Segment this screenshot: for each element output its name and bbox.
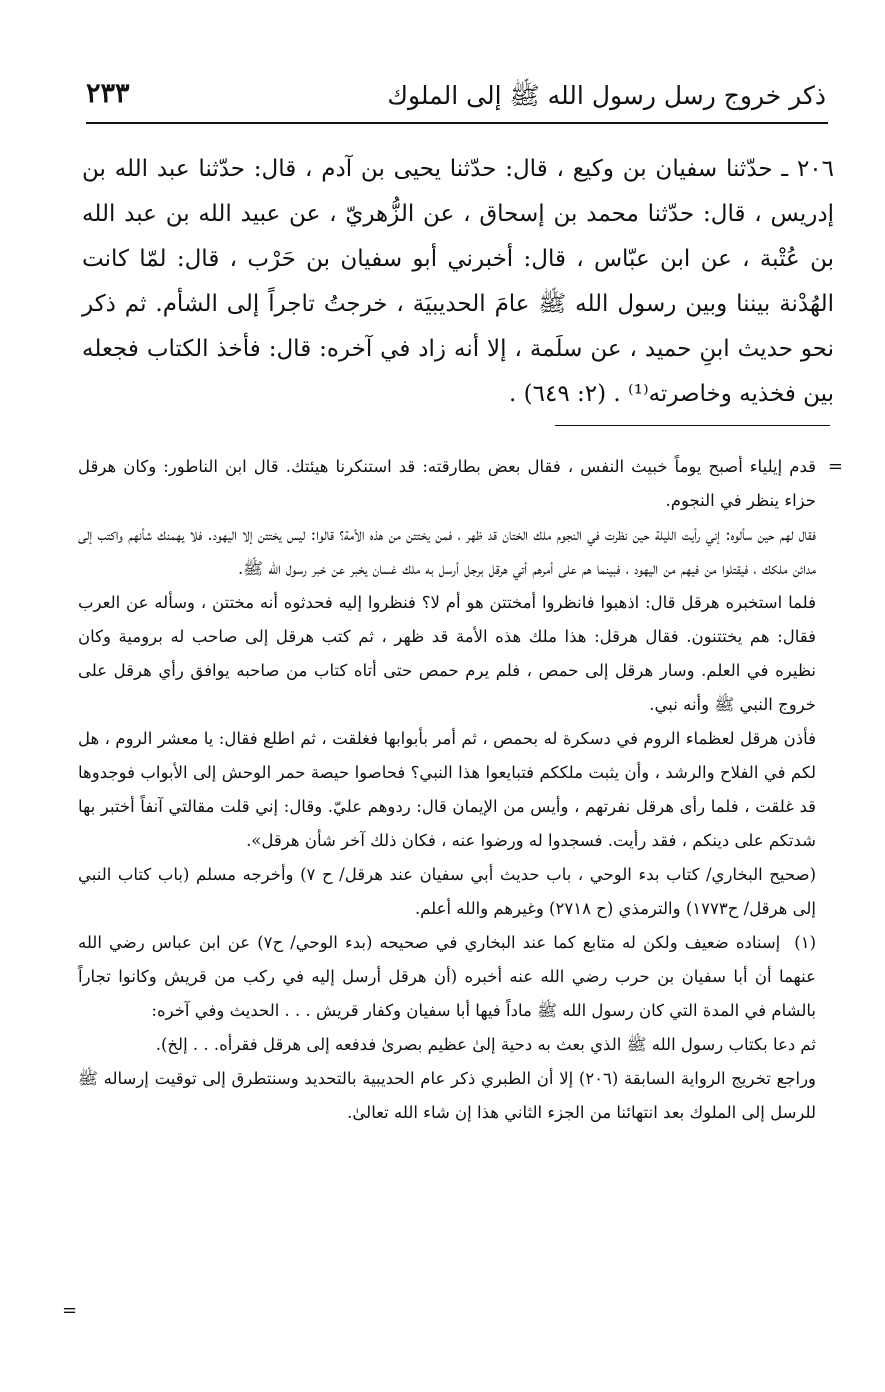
running-title: ذكر خروج رسل رسول الله ﷺ إلى الملوك	[387, 81, 826, 110]
continuation-mark-bottom: =	[62, 1300, 78, 1321]
footnote-paragraph: فلما استخبره هرقل قال: اذهبوا فانظروا أمختتن هو أم لا؟ فنظروا إليه فحدثوه أنه مختتن ، وسأله عن العرب فقال: هم يختتنون. فقال هرقل: هذا ملك هذه الأمة قد ظهر ، ثم كتب هرقل إلى صاحب له برومية وكان نظيره في العلم. وسار هرقل إلى حمص ، فلم يرم حمص حتى أتاه كتاب من صاحبه يوافق رأي هرقل على خروج النبي ﷺ وأنه نبي.	[78, 593, 816, 714]
continuation-mark-top: =	[827, 456, 843, 477]
footnote-1-text: إسناده ضعيف ولكن له متابع كما عند البخاري في صحيحه (بدء الوحي/ ح٧) عن ابن عباس رضي الله عنهما أن أبا سفيان بن حرب رضي الله عنه أخبره (أن هرقل أرسل إليه في ركب من قريش وكانوا تجاراً بالشام في المدة التي كان رسول الله ﷺ ماداً فيها أبا سفيان وكفار قريش . . . الحديث وفي آخره:	[78, 933, 816, 1020]
page-number: ٢٣٣	[86, 78, 130, 109]
page-header	[86, 72, 826, 118]
footnote-paragraph: قدم إيلياء أصبح يوماً خبيث النفس ، فقال بعض بطارقته: قد استنكرنا هيئتك. قال ابن الناطور: وكان هرقل حزاء ينظر في النجوم.	[78, 457, 816, 510]
footnotes	[78, 450, 816, 1130]
footnote-paragraph: ثم دعا بكتاب رسول الله ﷺ الذي بعث به دحية إلىٰ عظيم بصرىٰ فدفعه إلى هرقل فقرأه. . . إلخ).	[155, 1035, 816, 1054]
footnote-paragraph: وراجع تخريج الرواية السابقة (٢٠٦) إلا أن الطبري ذكر عام الحديبية بالتحديد وسنتطرق إلى توقيت إرساله ﷺ للرسل إلى الملوك بعد انتهائنا من الجزء الثاني هذا إن شاء الله تعالىٰ.	[78, 1069, 817, 1122]
footnote-1	[78, 926, 816, 1028]
footnote-paragraph: فأذن هرقل لعظماء الروم في دسكرة له بحمص ، ثم أمر بأبوابها فغلقت ، ثم اطلع فقال: يا معشر الروم ، هل لكم في الفلاح والرشد ، وأن يثبت ملككم فتبايعوا هذا النبي؟ فحاصوا حيصة حمر الوحش إلى الأبواب فوجدوها قد غلقت ، فلما رأى هرقل نفرتهم ، وأيس من الإيمان قال: ردوهم عليّ. وقال: إني قلت مقالتي آنفاً أختبر بها شدتكم على دينكم ، فقد رأيت. فسجدوا له ورضوا عنه ، فكان ذلك آخر شأن هرقل».	[78, 729, 816, 850]
header-divider	[86, 122, 828, 124]
footnote-paragraph: (صحيح البخاري/ كتاب بدء الوحي ، باب حديث أبي سفيان عند هرقل/ ح ٧) وأخرجه مسلم (باب كتاب النبي إلى هرقل/ ح١٧٧٣) والترمذي (ح ٢٧١٨) وغيرهم والله أعلم.	[78, 865, 817, 918]
footnote-number: (١)	[794, 933, 817, 952]
main-hadith-text: ٢٠٦ ـ حدّثنا سفيان بن وكيع ، قال: حدّثنا يحيى بن آدم ، قال: حدّثنا عبد الله بن إدريس ، قال: حدّثنا محمد بن إسحاق ، عن الزُّهريّ ، عن عبيد الله بن عبد الله بن عُتْبة ، عن ابن عبّاس ، قال: أخبرني أبو سفيان بن حَرْب ، قال: لمّا كانت الهُدْنة بيننا وبين رسول الله ﷺ عامَ الحديبيَة ، خرجتُ تاجراً إلى الشأم. ثم ذكر نحو حديث ابنِ حميد ، عن سلَمة ، إلا أنه زاد في آخره: قال: فأخذ الكتاب فجعله بين فخذيه وخاصرته⁽¹⁾ . (٢: ٦٤٩) .	[82, 156, 834, 407]
footnote-divider	[555, 425, 830, 426]
footnote-paragraph: فقال لهم حين سألوه: إني رأيت الليلة حين نظرت في النجوم ملك الختان قد ظهر ، فمن يختتن من هذه الأمة؟ قالوا: ليس يختتن إلا اليهود. فلا يهمنك شأنهم واكتب إلى مدائن ملكك ، فيقتلوا من فيهم من اليهود ، فبينما هم على أمرهم أتي هرقل برجل أرسل به ملك غسان يخبر عن خبر رسول الله ﷺ.	[78, 525, 816, 578]
